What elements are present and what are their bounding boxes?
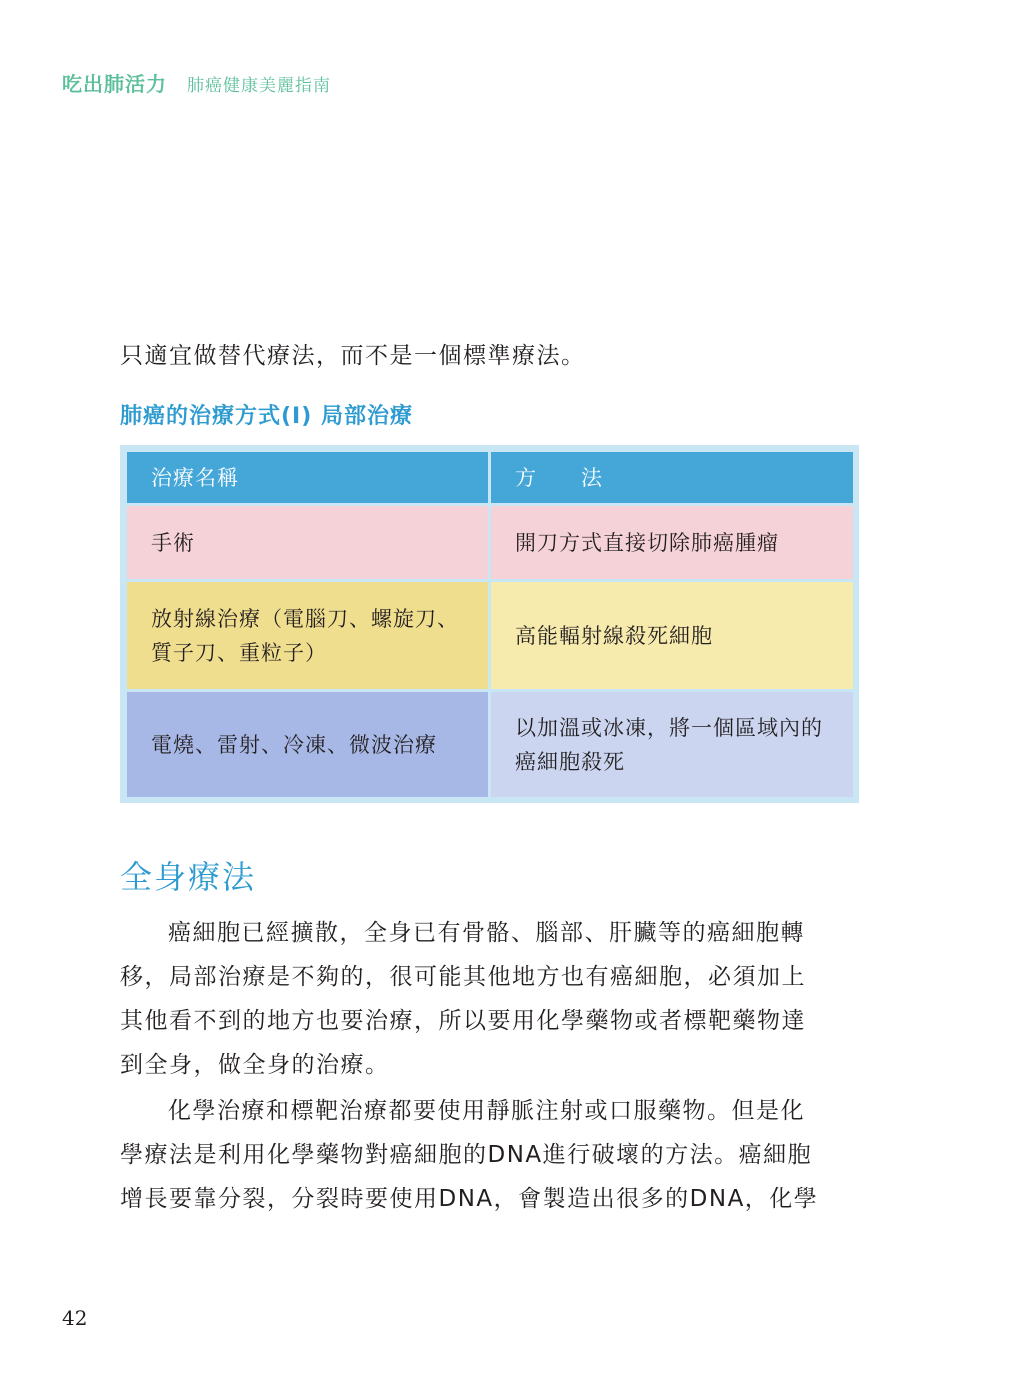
intro-paragraph — [120, 334, 860, 378]
table-header-method: 方 法 — [491, 452, 853, 503]
paragraph-line: 到全身，做全身的治療。 — [120, 1052, 390, 1078]
paragraph-line: 癌細胞已經擴散，全身已有骨骼、腦部、肝臟等的癌細胞轉 — [168, 920, 805, 946]
table-header-name: 治療名稱 — [127, 452, 488, 503]
running-head — [62, 68, 331, 100]
cell-line: 電燒、雷射、冷凍、微波治療 — [151, 732, 437, 757]
paragraph-line: 其他看不到的地方也要治療，所以要用化學藥物或者標靶藥物達 — [120, 1008, 806, 1034]
intro-line: 只適宜做替代療法，而不是一個標準療法。 — [120, 343, 586, 369]
page-number: 42 — [62, 1306, 88, 1330]
cell-line: 開刀方式直接切除肺癌腫瘤 — [515, 530, 779, 555]
table-row-radiation-method — [491, 582, 853, 689]
table-row-surgery-method — [491, 506, 853, 579]
table-row-surgery-name — [127, 506, 488, 579]
section-heading: 全身療法 — [120, 858, 257, 896]
table-row-ablation-method — [491, 692, 853, 797]
table-caption: 肺癌的治療方式(I) 局部治療 — [120, 404, 413, 429]
section-paragraph-2 — [120, 1089, 860, 1221]
paragraph-line: 學療法是利用化學藥物對癌細胞的DNA進行破壞的方法。癌細胞 — [120, 1142, 813, 1168]
cell-line: 放射線治療（電腦刀、螺旋刀、 — [151, 606, 459, 631]
book-title: 吃出肺活力 — [62, 72, 167, 96]
cell-line: 質子刀、重粒子） — [151, 640, 327, 665]
section-paragraph-1 — [120, 911, 860, 1087]
table-row-ablation-name — [127, 692, 488, 797]
paragraph-line: 增長要靠分裂，分裂時要使用DNA，會製造出很多的DNA，化學 — [120, 1186, 819, 1212]
book-subtitle: 肺癌健康美麗指南 — [187, 76, 331, 96]
cell-line: 以加溫或冰凍，將一個區域內的 — [515, 715, 823, 740]
cell-line: 高能輻射線殺死細胞 — [515, 623, 713, 648]
cell-line: 癌細胞殺死 — [515, 749, 625, 774]
paragraph-line: 化學治療和標靶治療都要使用靜脈注射或口服藥物。但是化 — [168, 1098, 805, 1124]
cell-line: 手術 — [151, 530, 195, 555]
table-row-radiation-name — [127, 582, 488, 689]
paragraph-line: 移，局部治療是不夠的，很可能其他地方也有癌細胞，必須加上 — [120, 964, 806, 990]
